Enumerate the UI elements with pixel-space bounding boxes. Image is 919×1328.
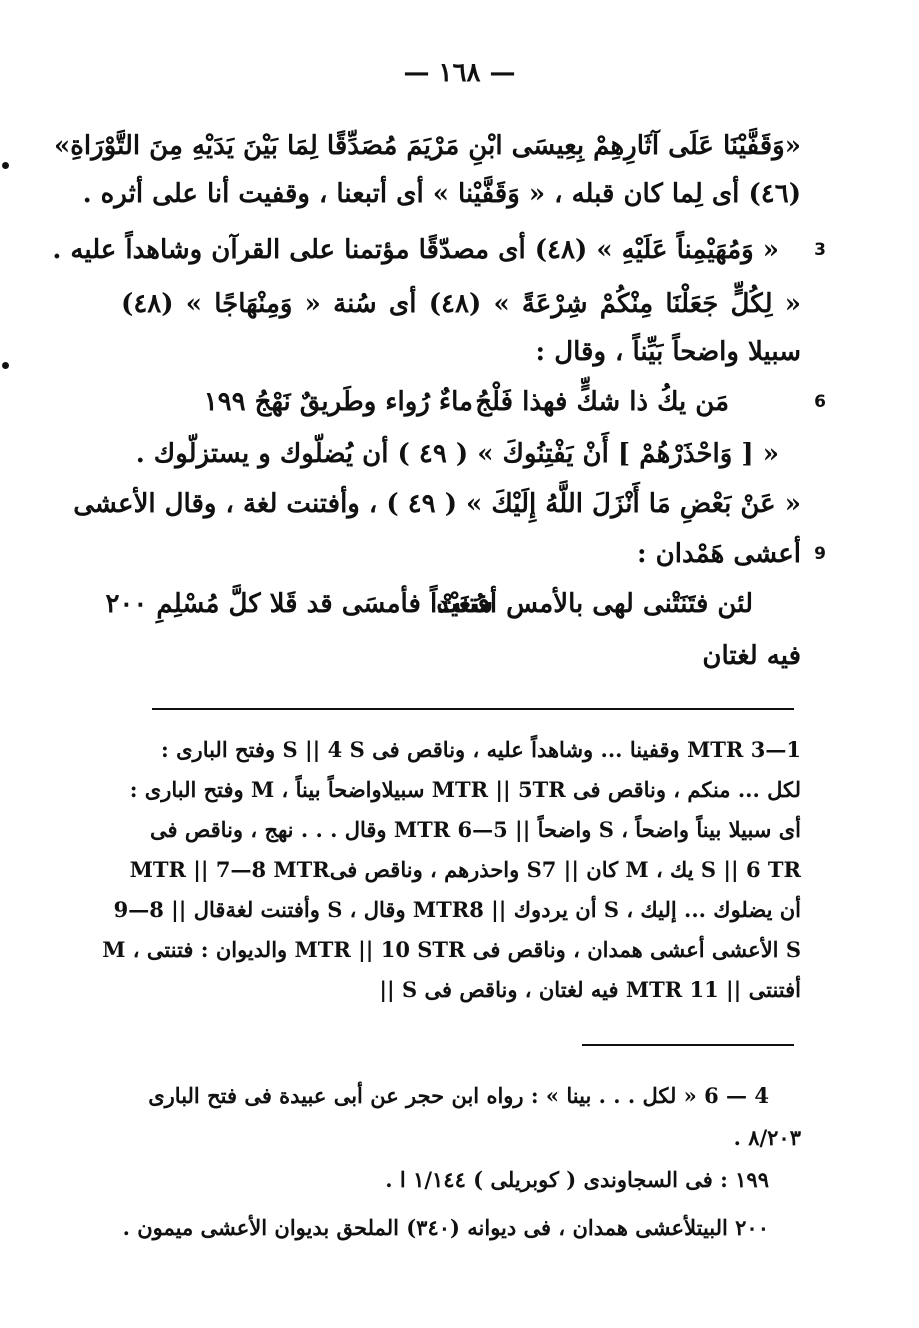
footnote-separator (582, 1044, 794, 1046)
margin-mark (2, 362, 9, 369)
line-number: 6 (814, 392, 826, 412)
body-line: «وَقَفَّيْنَا عَلَى آثَارِهِمْ بِعِيسَى ابْنِ مَرْيَمَ مُصَدِّقًا لِمَا بَيْنَ يَدَيْهِ مِنَ التَّوْرَاةِ» (54, 131, 801, 161)
body-line: سبيلا واضحاً بَيِّناً ، وقال : (535, 337, 801, 367)
body-line: « [ وَاحْذَرْهُمْ ] أَنْ يَفْتِنُوكَ » ( ٤٩ ) أن يُضلّوك و يستزلّوك . (135, 439, 779, 469)
verse-hemistich-first: مَن يكُ ذا شكٍّ فهذا فَلْجُ (475, 387, 729, 417)
verse-hemistich-second: سُعَيْداً فأمسَى قد قَلا كلَّ مُسْلِمِ ٢٠٠ (105, 589, 493, 619)
footnote-line: 4 — 6 « لكل . . . بينا » : رواه ابن حجر عن أبى عبيدة فى فتح البارى (148, 1083, 769, 1108)
apparatus-line: أن يضلوك ... إليك ، S أن يردوك || MTR8 وقال ، S وأفتنت لغةقال || 8—9 (113, 897, 801, 922)
body-line: فيه لغتان (702, 641, 801, 671)
apparatus-line: لكل ... منكم ، وناقص فى MTR || 5TR سبيلاواضحاً بيناً ، M وفتح البارى : (129, 777, 801, 802)
verse-hemistich-first: لئن فتَنَتْنى لهى بالأمس أفتنتْ (436, 589, 753, 619)
apparatus-line: 1—3 MTR وقفينا ... وشاهداً عليه ، وناقص فى S || 4 S وفتح البارى : (161, 737, 801, 762)
body-line: « وَمُهَيْمِناً عَلَيْهِ » (٤٨) أى مصدّقًا مؤتمنا على القرآن وشاهداً عليه . (52, 235, 779, 265)
apparatus-line: أى سبيلا بيناً واضحاً ، S واضحاً || 5—6 MTR وقال . . . نهج ، وناقص فى (150, 817, 801, 842)
body-line: (٤٦) أى لِما كان قبله ، « وَقَفَّيْنا » أى أتبعنا ، وقفيت أنا على أثره . (82, 179, 801, 209)
apparatus-line: S || 6 TR يك ، M كان || S7 واحذرهم ، وناقص فىMTR || 7—8 MTR (129, 857, 801, 882)
body-line: « لِكُلٍّ جَعَلْنَا مِنْكُمْ شِرْعَةً » (٤٨) أى سُنة « وَمِنْهَاجًا » (٤٨) (121, 289, 801, 319)
verse-hemistich-second: ماءٌ رُواء وطَريقٌ نَهْجُ ١٩٩ (203, 387, 473, 417)
footnote-line: ٢٠٠ البيتلأعشى همدان ، فى ديوانه (٣٤٠) الملحق بديوان الأعشى ميمون . (122, 1215, 769, 1240)
page-number: — ١٦٨ — (403, 58, 516, 88)
apparatus-line: أفتنتى || 11 MTR فيه لغتان ، وناقص فى S || (379, 977, 801, 1002)
body-line: « عَنْ بَعْضِ مَا أَنْزَلَ اللَّهُ إِلَيْكَ » ( ٤٩ ) ، وأفتنت لغة ، وقال الأعشى (73, 489, 801, 519)
footnote-line: ٨/٢٠٣ . (733, 1125, 801, 1150)
apparatus-separator (152, 708, 794, 710)
margin-mark (2, 162, 9, 169)
footnote-line: ١٩٩ : فى السجاوندى ( كوبريلى ) ١/١٤٤ ا . (385, 1167, 769, 1192)
apparatus-line: S الأعشى أعشى همدان ، وناقص فى MTR || 10 STR والديوان : فتنتى ، M (102, 937, 801, 962)
line-number: 9 (814, 544, 826, 564)
line-number: 3 (814, 240, 826, 260)
body-line: أعشى هَمْدان : (636, 539, 801, 569)
